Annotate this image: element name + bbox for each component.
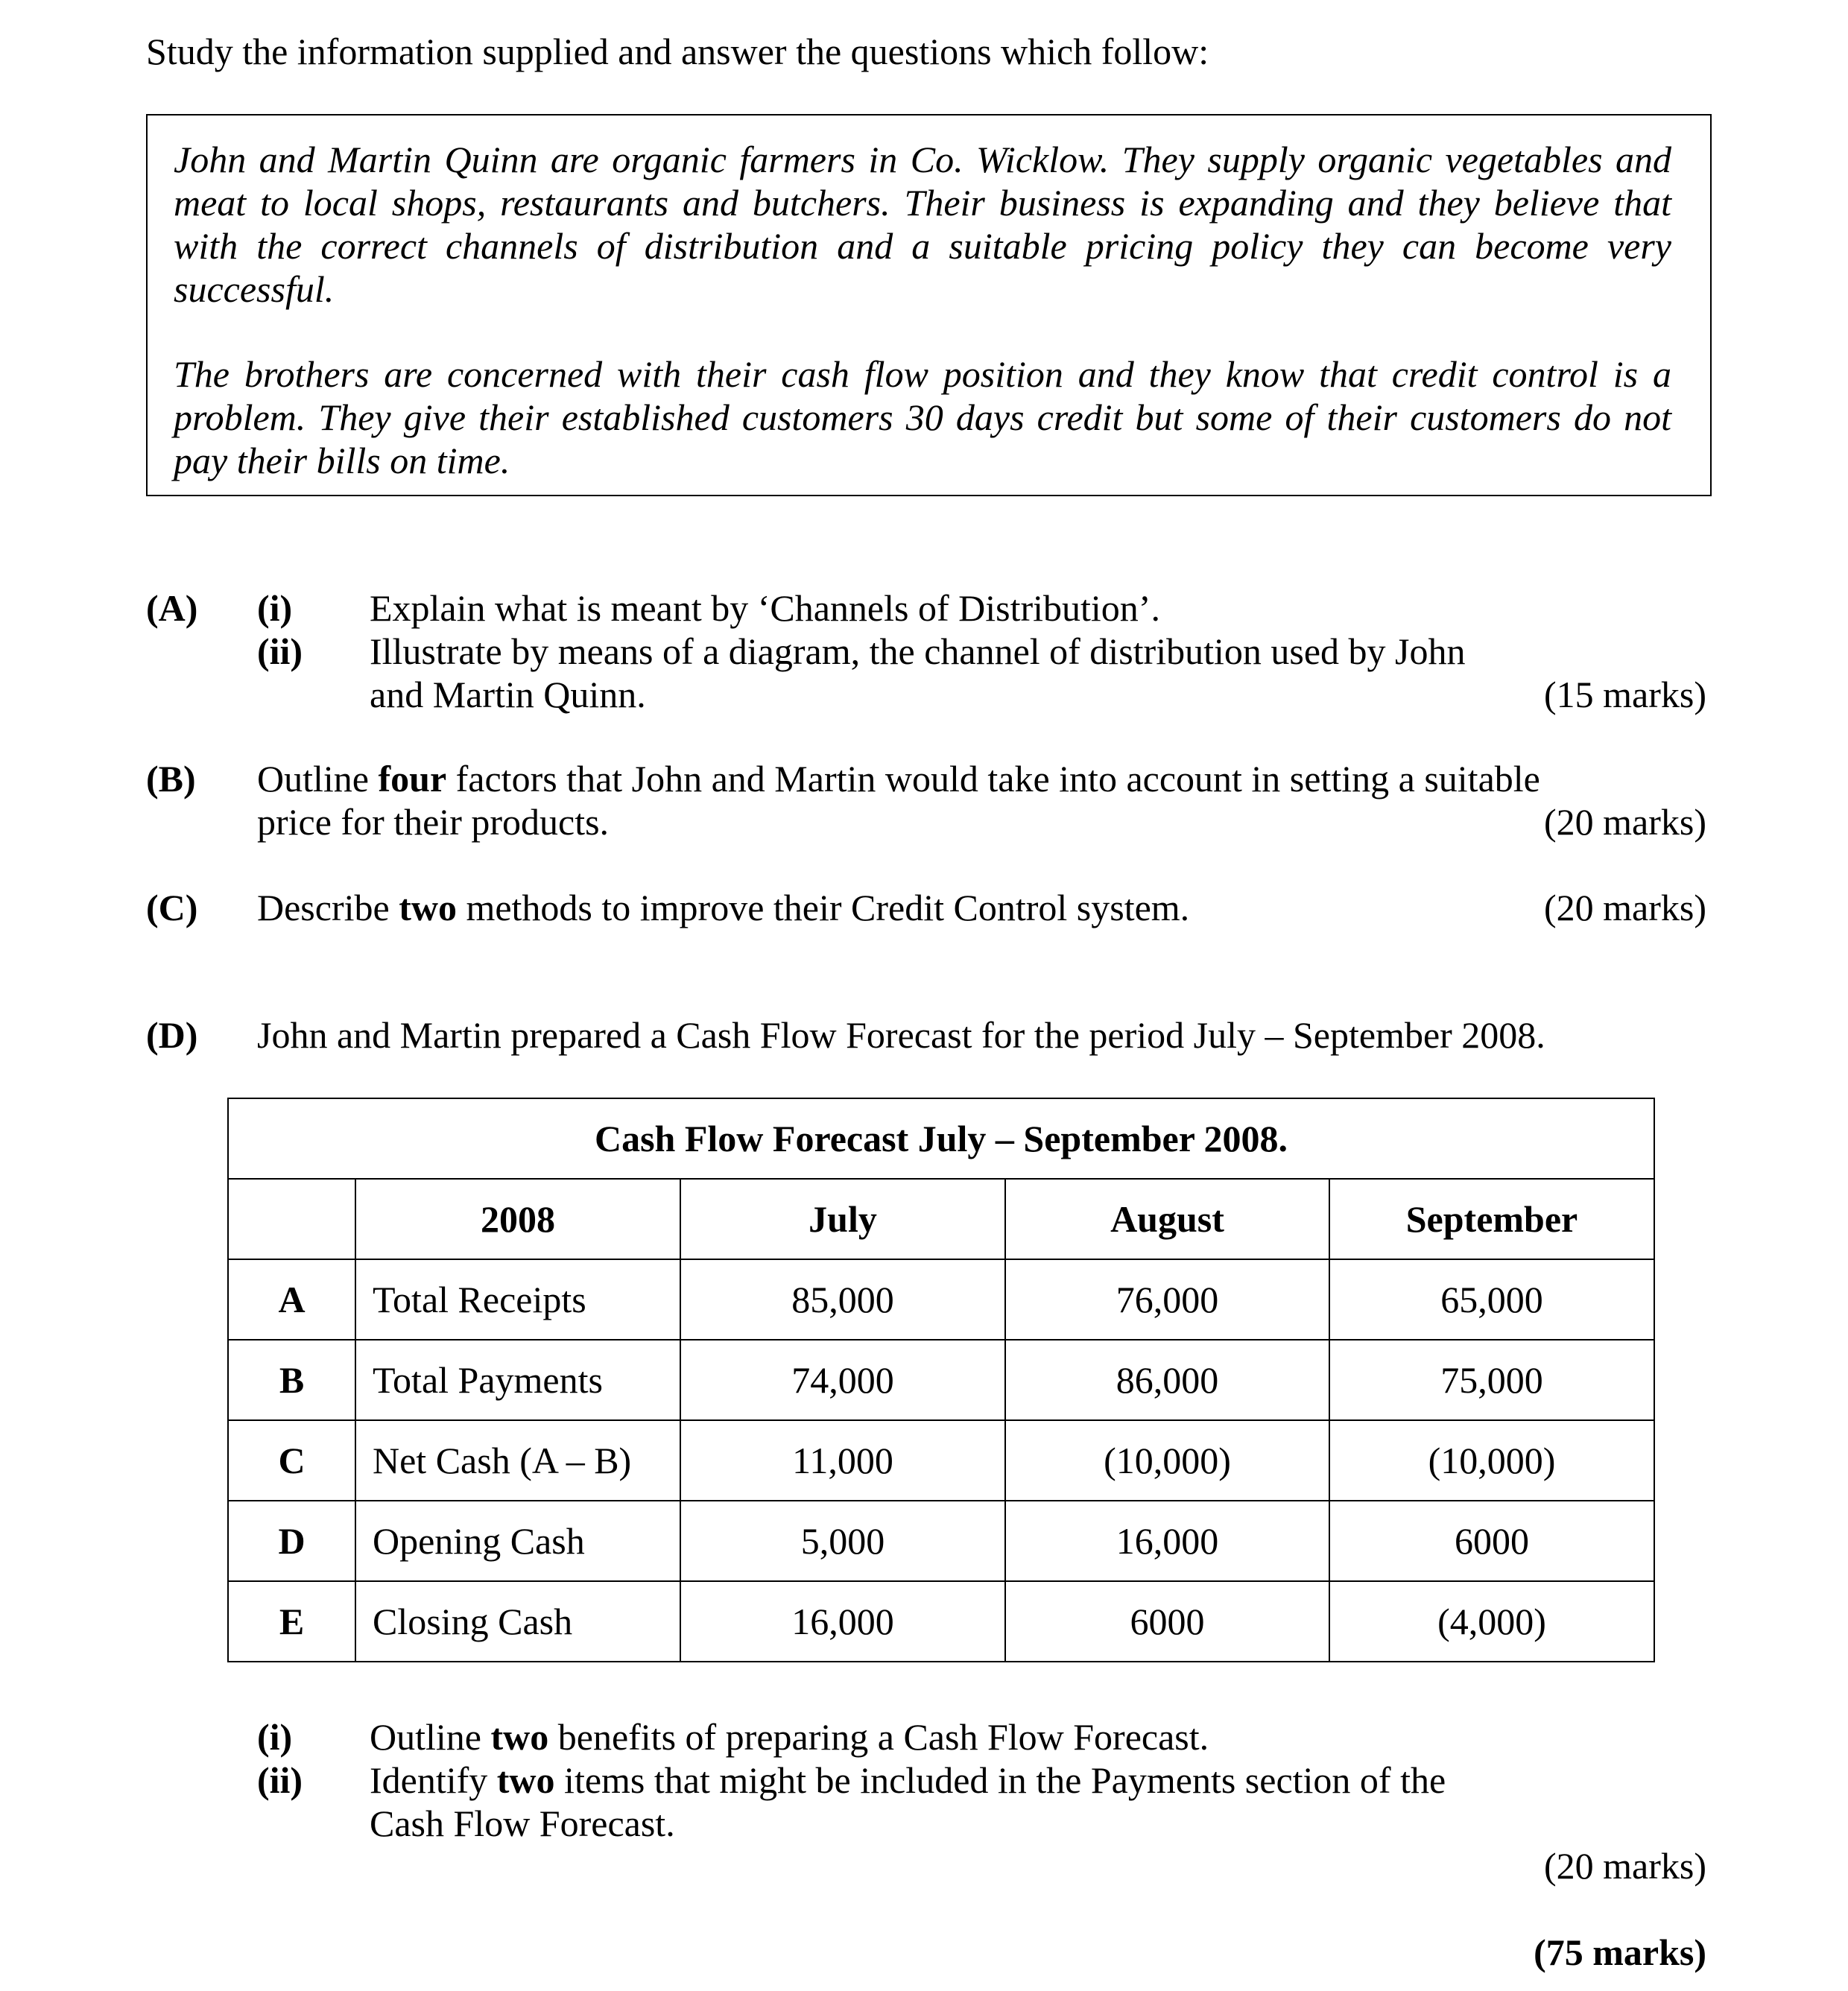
table-cell: 5,000 xyxy=(680,1501,1005,1581)
question-b-text-post: factors that John and Martin would take into account in setting a suitable xyxy=(446,758,1540,800)
question-c-text-post: methods to improve their Credit Control system. xyxy=(456,887,1190,928)
table-header-cell: July xyxy=(680,1179,1005,1259)
question-a-ii-label: (ii) xyxy=(257,630,303,672)
table-row xyxy=(228,1259,1654,1340)
row-description: Opening Cash xyxy=(355,1501,680,1581)
table-cell: 75,000 xyxy=(1329,1340,1654,1420)
table-cell: (10,000) xyxy=(1005,1420,1329,1501)
table-row xyxy=(228,1340,1654,1420)
row-description: Total Receipts xyxy=(355,1259,680,1340)
table-cell: 11,000 xyxy=(680,1420,1005,1501)
table-title-row xyxy=(228,1098,1654,1179)
row-description: Total Payments xyxy=(355,1340,680,1420)
question-c-text-pre: Describe xyxy=(257,887,399,928)
table-row xyxy=(228,1501,1654,1581)
table-cell: 85,000 xyxy=(680,1259,1005,1340)
table-row xyxy=(228,1420,1654,1501)
question-b-text-bold: four xyxy=(378,758,447,800)
question-a-i-text: Explain what is meant by ‘Channels of Distribution’. xyxy=(370,587,1160,629)
table-cell: 6000 xyxy=(1329,1501,1654,1581)
table-header-cell: 2008 xyxy=(355,1179,680,1259)
cash-flow-table xyxy=(227,1098,1655,1662)
question-b-text-line-2: price for their products. xyxy=(257,801,610,843)
question-b-label: (B) xyxy=(146,758,196,800)
question-d-ii-text-pre: Identify xyxy=(370,1759,497,1801)
table-cell: 86,000 xyxy=(1005,1340,1329,1420)
question-d-ii-text-bold: two xyxy=(496,1759,555,1801)
question-a-i-label: (i) xyxy=(257,587,293,629)
table-title: Cash Flow Forecast July – September 2008. xyxy=(228,1098,1654,1179)
table-cell: 74,000 xyxy=(680,1340,1005,1420)
question-d-marks: (20 marks) xyxy=(1544,1845,1706,1887)
case-study-paragraph-2: The brothers are concerned with their cash flow position and they know that credit control is a problem. They give their established customers 30 days credit but some of their customers do not pay their bills on time. xyxy=(174,353,1671,481)
question-b-text-pre: Outline xyxy=(257,758,379,800)
question-d-i-label: (i) xyxy=(257,1716,293,1758)
row-letter: A xyxy=(228,1259,355,1340)
table-cell: 16,000 xyxy=(1005,1501,1329,1581)
question-a-ii-text-line-2: and Martin Quinn. xyxy=(370,674,646,715)
table-row xyxy=(228,1581,1654,1662)
question-d-ii-text-line-2: Cash Flow Forecast. xyxy=(370,1802,675,1844)
question-d-text: John and Martin prepared a Cash Flow Forecast for the period July – September 2008. xyxy=(257,1014,1545,1056)
table-header-cell xyxy=(228,1179,355,1259)
table-cell: 16,000 xyxy=(680,1581,1005,1662)
question-b-marks: (20 marks) xyxy=(1544,801,1706,843)
question-c-marks: (20 marks) xyxy=(1544,887,1706,928)
table-cell: (4,000) xyxy=(1329,1581,1654,1662)
question-d-i-text-bold: two xyxy=(490,1716,549,1758)
question-c-label: (C) xyxy=(146,887,198,928)
total-marks: (75 marks) xyxy=(1534,1931,1706,1973)
question-d-i-text xyxy=(370,1715,1532,1759)
row-letter: C xyxy=(228,1420,355,1501)
question-d-ii-text-line-1 xyxy=(370,1759,1532,1802)
question-b-text-line-1 xyxy=(257,757,1598,800)
question-d-i-text-pre: Outline xyxy=(370,1716,491,1758)
row-description: Net Cash (A – B) xyxy=(355,1420,680,1501)
table-cell: 65,000 xyxy=(1329,1259,1654,1340)
case-study-paragraph-1: John and Martin Quinn are organic farmers in Co. Wicklow. They supply organic vegetables and meat to local shops, restaurants and butchers. Their business is expanding and they believe that with the correct channels of distribution and a suitable pricing policy they can become very successful. xyxy=(174,139,1671,310)
question-c-text xyxy=(257,886,1598,929)
question-a-ii-text-line-1: Illustrate by means of a diagram, the channel of distribution used by John xyxy=(370,630,1466,672)
row-description: Closing Cash xyxy=(355,1581,680,1662)
question-d-label: (D) xyxy=(146,1014,198,1056)
instructions: Study the information supplied and answer the questions which follow: xyxy=(146,31,1209,72)
table-header-row xyxy=(228,1179,1654,1259)
row-letter: B xyxy=(228,1340,355,1420)
question-c-text-bold: two xyxy=(399,887,457,928)
table-cell: 6000 xyxy=(1005,1581,1329,1662)
table-header-cell: September xyxy=(1329,1179,1654,1259)
question-d-ii-label: (ii) xyxy=(257,1759,303,1801)
table-cell: (10,000) xyxy=(1329,1420,1654,1501)
question-d-i-text-post: benefits of preparing a Cash Flow Forecast. xyxy=(548,1716,1209,1758)
case-study-box xyxy=(146,114,1712,496)
question-a-marks: (15 marks) xyxy=(1544,674,1706,715)
question-a-label: (A) xyxy=(146,587,198,629)
row-letter: D xyxy=(228,1501,355,1581)
table-header-cell: August xyxy=(1005,1179,1329,1259)
question-d-ii-text-post: items that might be included in the Payments section of the xyxy=(554,1759,1446,1801)
row-letter: E xyxy=(228,1581,355,1662)
table-cell: 76,000 xyxy=(1005,1259,1329,1340)
